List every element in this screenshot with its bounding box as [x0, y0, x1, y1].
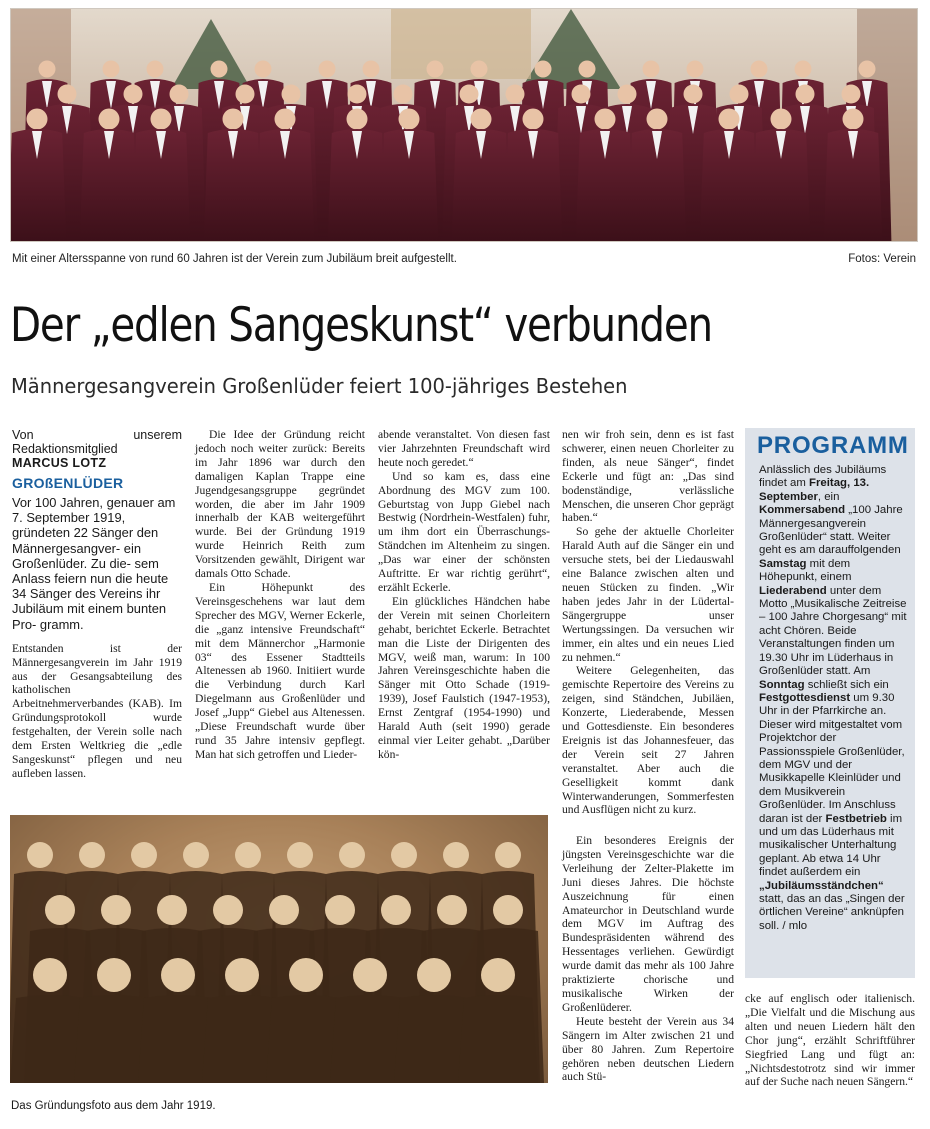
singer-head: [223, 109, 244, 130]
singer-head: [535, 61, 552, 78]
singer-head: [27, 109, 48, 130]
body-paragraph: abende veranstaltet. Von diesen fast vier Jahrzehnten Freundschaft wird heute noch geredet.“: [378, 428, 550, 469]
program-text-segment: mit dem Höhepunkt, einem: [759, 557, 852, 584]
singer-head: [347, 109, 368, 130]
historic-figure-head: [225, 958, 259, 992]
singer-head: [394, 85, 413, 104]
historic-figure-head: [131, 842, 157, 868]
historic-figure-head: [443, 842, 469, 868]
body-paragraph: Ein glückliches Händchen habe der Verein mit seinen Chorleitern gehabt, berichtet Eckerle. Betrachtet man die Liste der Dirigenten des MGV, weiß man, warum: In 100 Jahren Vereinsgeschichte haben die Sänger mit Otto Schade (1919-1939), Josef Faulstich (1947-1953), Ernst Zentgraf (1954-1990) und Harald Auth (seit 1990) gerade einmal vier Leiter gehabt. „Darüber kön-: [378, 594, 550, 761]
program-highlight: Festgottesdienst: [759, 691, 851, 704]
headline: Der „edlen Sangeskunst“ verbunden: [10, 298, 712, 353]
singer-head: [523, 109, 544, 130]
program-highlight: Samstag: [759, 557, 807, 570]
historic-figure-head: [45, 895, 75, 925]
singer-head: [647, 109, 668, 130]
program-highlight: Freitag, 13. September: [759, 477, 870, 503]
program-highlight: „Jubiläumsständchen“: [759, 879, 884, 892]
singer-head: [236, 85, 255, 104]
historic-figure-head: [381, 895, 411, 925]
singer-head: [751, 61, 768, 78]
program-highlight: Liederabend: [759, 584, 827, 597]
singer-head: [39, 61, 56, 78]
historic-figure-head: [235, 842, 261, 868]
photo-credit: Fotos: Verein: [848, 253, 916, 265]
historic-figure-head: [27, 842, 53, 868]
singer-head: [399, 109, 420, 130]
program-title: PROGRAMM: [757, 432, 909, 459]
singer-head: [730, 85, 749, 104]
body-paragraph: Heute besteht der Verein aus 34 Sängern im Alter zwischen 21 und über 80 Jahren. Zum Repertoire gehören neben deutschen Liedern auch Stü-: [562, 1014, 734, 1084]
historic-figure-head: [269, 895, 299, 925]
historic-figure-head: [79, 842, 105, 868]
program-text: [759, 464, 907, 933]
choir-photo-illustration: [11, 9, 917, 241]
program-highlight: Sonntag: [759, 678, 805, 691]
founding-photo: [10, 815, 548, 1083]
singer-head: [618, 85, 637, 104]
byline-intro: Von unserem Redaktionsmitglied: [12, 428, 182, 456]
singer-head: [124, 85, 143, 104]
singer-head: [471, 61, 488, 78]
article-column-3: [378, 428, 550, 762]
singer-head: [319, 61, 336, 78]
singer-head: [211, 61, 228, 78]
singer-head: [151, 109, 172, 130]
article-column-4: [562, 428, 734, 817]
choir-photo: [10, 8, 918, 242]
historic-figure-head: [101, 895, 131, 925]
historic-figure-head: [481, 958, 515, 992]
program-text-segment: unter dem Motto „Musikalische Zeitreise – 100 Jahre Chorgesang“ mit acht Chören. Beide Veranstaltungen finden um 19.30 Uhr im Lüderhaus in Großenlüder statt. Am: [759, 584, 907, 678]
historic-figure-head: [339, 842, 365, 868]
program-text-segment: im und um das Lüderhaus mit musikalischer Unterhaltung geplant. Ab etwa 14 Uhr findet außerdem ein: [759, 812, 903, 879]
lead-paragraph: Vor 100 Jahren, genauer am 7. September 1919, gründeten 22 Sänger den Männergesangver- ein Großenlüder. Zu die- sem Anlass feiern nun die heute 34 Sänger des Vereins ihr Jubiläum mit einem bunten Pro- gramm.: [12, 494, 176, 632]
historic-figure-head: [97, 958, 131, 992]
singer-head: [427, 61, 444, 78]
dateline: GROßENLÜDER: [12, 475, 124, 491]
singer-head: [471, 109, 492, 130]
singer-head: [275, 109, 296, 130]
founding-photo-illustration: [10, 815, 548, 1083]
historic-figure-body: [458, 995, 538, 1083]
singer-head: [99, 109, 120, 130]
historic-figure-head: [213, 895, 243, 925]
photo-caption: Mit einer Altersspanne von rund 60 Jahren ist der Verein zum Jubiläum breit aufgestellt.: [12, 253, 457, 265]
historic-figure-head: [417, 958, 451, 992]
founding-photo-caption: Das Gründungsfoto aus dem Jahr 1919.: [11, 1100, 216, 1112]
historic-figure-head: [437, 895, 467, 925]
singer-head: [842, 85, 861, 104]
singer-head: [460, 85, 479, 104]
singer-head: [579, 61, 596, 78]
historic-figure-head: [33, 958, 67, 992]
singer-head: [796, 85, 815, 104]
body-paragraph: cke auf englisch oder italienisch. „Die Vielfalt und die Mischung aus alten und neuen Liedern hält den Chor jung“, erzählt Schriftführer Siegfried Lang und fügt an: „Nichtsdestotrotz sind wir immer auf der Suche nach neuen Sängern.“: [745, 992, 915, 1089]
program-text-segment: , ein: [817, 490, 840, 503]
program-highlight: Kommersabend: [759, 504, 846, 517]
historic-figure-head: [289, 958, 323, 992]
singer-head: [684, 85, 703, 104]
program-box: [745, 428, 915, 978]
body-paragraph: Ein Höhepunkt des Vereinsgeschehens war laut dem Sprecher des MGV, Werner Eckerle, die „ganz intensive Freundschaft“ mit dem Männerchor „Harmonie 03“ des Essener Stadtteils Altenessen ab 1960. Initiiert wurde die Verbindung durch Karl Diegelmann aus Großenlüder und Josef „Jupp“ Giebel aus Altenessen. „Diese Freundschaft wurde über rund 35 Jahre intensiv gepflegt. Man hat sich getroffen und Lieder-: [195, 580, 365, 761]
program-text-segment: Anlässlich des Jubiläums findet am: [759, 464, 887, 490]
article-column-2: [195, 428, 365, 762]
singer-head: [843, 109, 864, 130]
subheadline: Männergesangverein Großenlüder feiert 100-jähriges Bestehen: [11, 374, 628, 398]
program-text-segment: statt, das an das „Singen der örtlichen Vereine“ anknüpfen soll. / mlo: [759, 893, 905, 932]
singer-head: [506, 85, 525, 104]
program-text-segment: „100 Jahre Männergesangverein Großenlüder“ statt. Weiter geht es am darauffolgenden: [759, 504, 903, 557]
singer-head: [572, 85, 591, 104]
singer-head: [170, 85, 189, 104]
historic-figure-head: [325, 895, 355, 925]
body-paragraph: Die Idee der Gründung reicht jedoch noch weiter zurück: Bereits im Jahr 1896 war durch den damaligen Kaplan Trappe eine Jugendgesangsgruppe gegründet worden, die aber im Jahr 1909 innerhalb der KAB weitergeführt wurde. Bei der Gründung 1919 wurde Heinrich Reith zum Vorsitzenden gewählt, Dirigent war damals Otto Schade.: [195, 428, 365, 581]
historic-figure-head: [183, 842, 209, 868]
program-text-segment: schließt sich ein: [804, 678, 889, 691]
program-highlight: Festbetrieb: [825, 812, 887, 825]
article-column-4-lower: [562, 834, 734, 1084]
singer-head: [595, 109, 616, 130]
body-paragraph: Ein besonderes Ereignis der jüngsten Vereinsgeschichte war die Verleihung der Zelter-Plakette im Juni dieses Jahres. Die höchste Auszeichnung für einen Amateurchor in Deutschland wurde dem MGV im Auftrag des Bundespräsidenten während des Hessentages verliehen. Gewürdigt wurde damit das mehr als 100 Jahre praktizierte chorische und musikalische Wirken der Großenlüderer.: [562, 834, 734, 1014]
body-paragraph: Und so kam es, dass eine Abordnung des MGV zum 100. Geburtstag von Jupp Giebel nach Bestwig (Nordrhein-Westfalen) fuhr, um ihm dort ein Überraschungs-Ständchen im Altenheim zu singen. „Das war einer der schönsten Auftritte. Er war richtig gerührt“, erzählt Eckerle.: [378, 469, 550, 594]
singer-head: [363, 61, 380, 78]
singer-head: [282, 85, 301, 104]
singer-head: [58, 85, 77, 104]
body-paragraph: nen wir froh sein, denn es ist fast schwerer, einen neuen Chorleiter zu finden, als neue Sänger“, findet Eckerle und fügt an: „Das sind bodenständige, verlässliche Menschen, die unseren Chor geprägt haben.“: [562, 428, 734, 525]
singer-head: [687, 61, 704, 78]
singer-head: [348, 85, 367, 104]
program-text-segment: um 9.30 Uhr in der Pfarrkirche an. Dieser wird mitgestaltet vom Projektchor der Passionsspiele Großenlüder, dem MGV und der Musikkapelle Kleinlüder und dem Musikverein Großenlüder. Im Anschluss daran ist der: [759, 691, 905, 825]
singer-head: [859, 61, 876, 78]
byline-author: MARCUS LOTZ: [12, 456, 107, 470]
historic-figure-head: [287, 842, 313, 868]
singer-head: [147, 61, 164, 78]
historic-figure-head: [391, 842, 417, 868]
body-paragraph: Entstanden ist der Männergesangverein im Jahr 1919 aus der Gesangsabteilung des katholischen Arbeitnehmerverbandes (KAB). Im Gründungsprotokoll wurde festgehalten, der Verein solle nach dem Ersten Weltkrieg die „edle Sangeskunst“ pflegen und neu aufleben lassen.: [12, 641, 182, 780]
singer-head: [103, 61, 120, 78]
historic-figure-head: [353, 958, 387, 992]
historic-figure-head: [161, 958, 195, 992]
singer-head: [795, 61, 812, 78]
article-column-5-lower: [745, 992, 915, 1089]
body-paragraph: Weitere Gelegenheiten, das gemischte Repertoire des Vereins zu zeigen, sind Ständchen, Jubiläen, Konzerte, Liederabende, Messen und Gottesdienste. Ein besonderes Ereignis ist das Johannesfeuer, das der Verein seit 27 Jahren veranstaltet. Aber auch die Geselligkeit kommt dank Winterwanderungen, Sommerfesten und Ausflügen nicht zu kurz.: [562, 664, 734, 817]
article-column-1: [12, 428, 182, 781]
historic-figure-head: [493, 895, 523, 925]
historic-figure-head: [157, 895, 187, 925]
historic-figure-head: [495, 842, 521, 868]
singer-head: [643, 61, 660, 78]
singer-head: [255, 61, 272, 78]
body-paragraph: So gehe der aktuelle Chorleiter Harald Auth auf die Sänger ein und versuche stets, bei der Liedauswahl eine Balance zwischen alten und neuen Stücken zu finden. „Wir haben jedes Jahr in der Lüdertal-Sängergruppe unser Wertungssingen. Da versuchen wir immer, ein altes und ein neues Lied zu nehmen.“: [562, 525, 734, 664]
singer-head: [771, 109, 792, 130]
singer-head: [719, 109, 740, 130]
